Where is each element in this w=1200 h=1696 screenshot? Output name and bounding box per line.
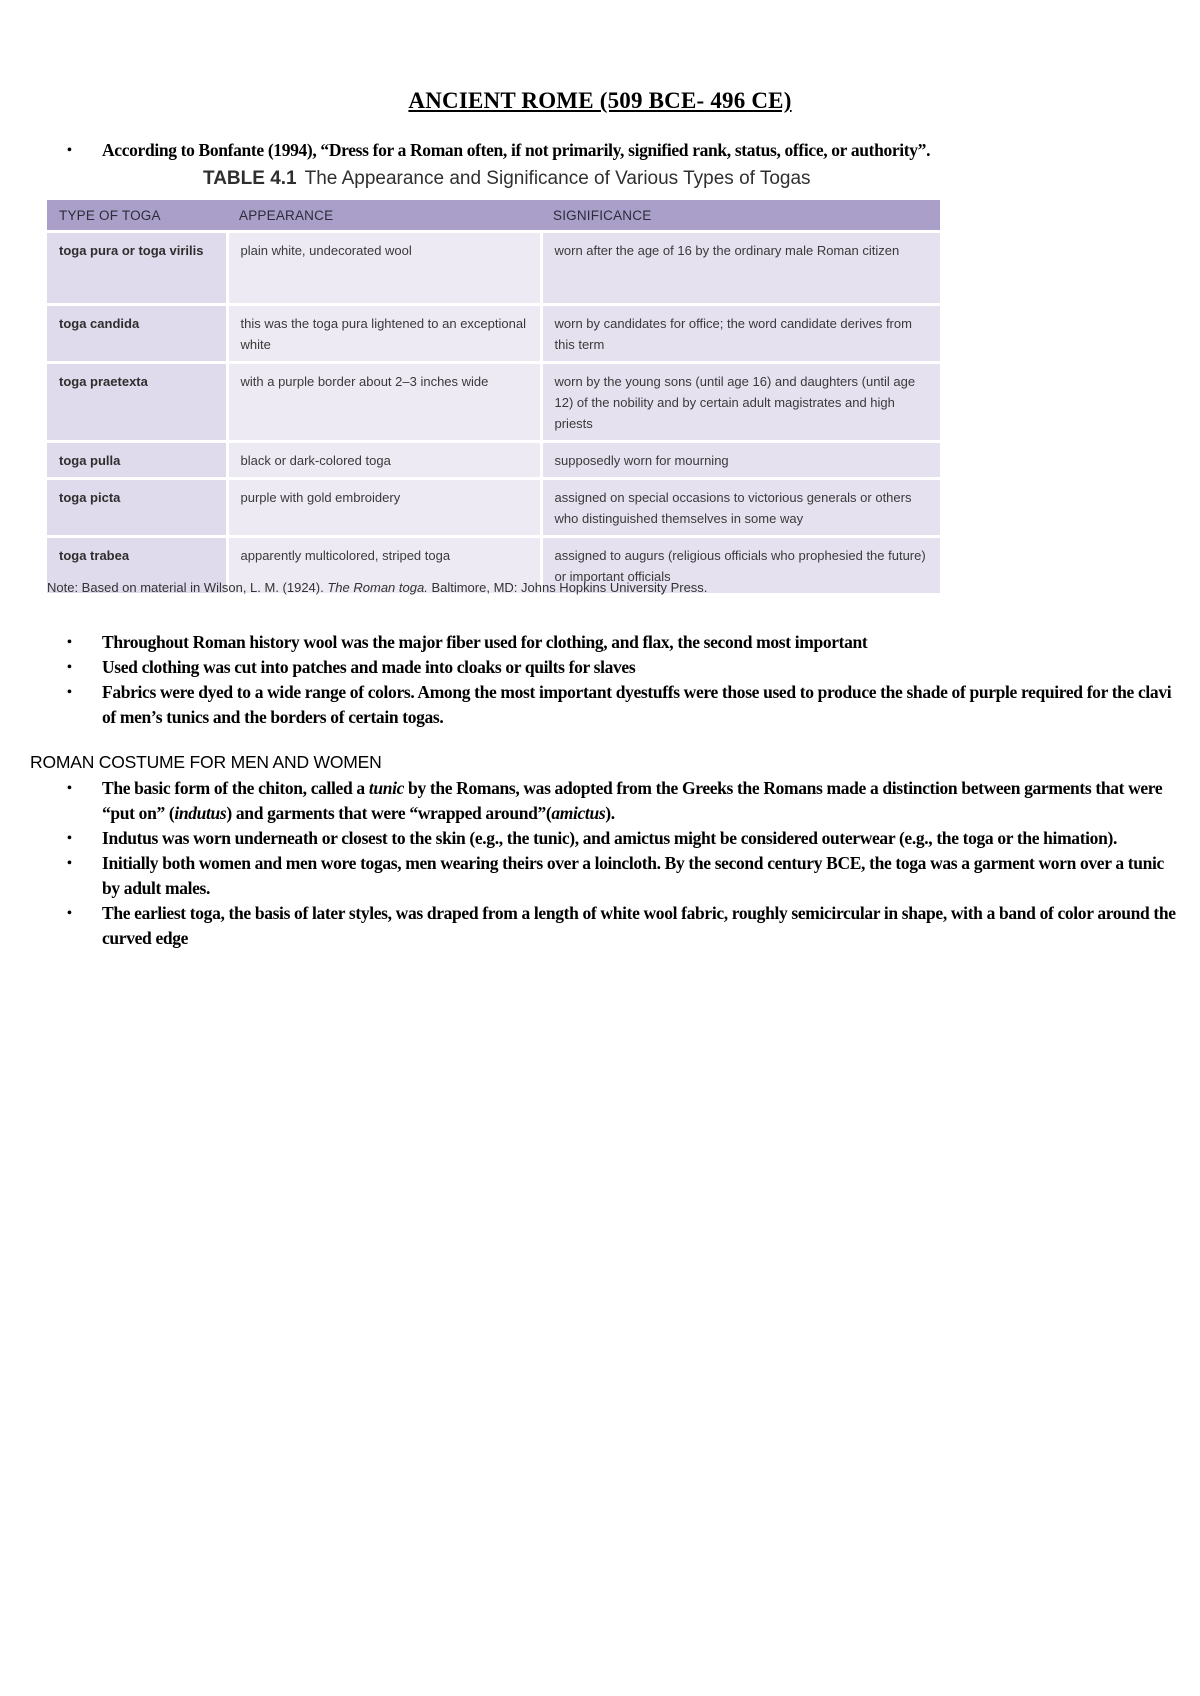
table-row	[47, 232, 940, 305]
bullet-text: The earliest toga, the basis of later styles, was draped from a length of white wool fabric, roughly semicircular in shape, with a band of color around the curved edge	[102, 903, 1176, 948]
page-title: ANCIENT ROME (509 BCE- 496 CE)	[408, 88, 792, 113]
table-cell-appearance: with a purple border about 2–3 inches wide	[227, 363, 541, 442]
table-cell-appearance: plain white, undecorated wool	[227, 232, 541, 305]
bullet-icon: •	[67, 856, 72, 871]
table-cell-significance: worn by candidates for office; the word candidate derives from this term	[541, 305, 940, 363]
bullet-text: According to Bonfante (1994), “Dress for a Roman often, if not primarily, signified rank, status, office, or authority”.	[102, 140, 931, 160]
column-header-significance: SIGNIFICANCE	[541, 200, 940, 232]
column-header-appearance: APPEARANCE	[227, 200, 541, 232]
table-caption-text: The Appearance and Significance of Various Types of Togas	[304, 168, 811, 189]
list-item	[67, 680, 1182, 730]
bullet-icon: •	[67, 906, 72, 921]
table-caption	[203, 168, 903, 190]
bullet-text: Used clothing was cut into patches and made into cloaks or quilts for slaves	[102, 657, 636, 677]
table-cell-appearance: purple with gold embroidery	[227, 479, 541, 537]
bullet-text	[102, 778, 1162, 823]
bullet-icon: •	[67, 781, 72, 796]
bullet-text: Throughout Roman history wool was the major fiber used for clothing, and flax, the second most important	[102, 632, 868, 652]
bullet-icon: •	[67, 831, 72, 846]
list-item	[67, 851, 1182, 901]
table-cell-significance: supposedly worn for mourning	[541, 442, 940, 479]
text-run: ) and garments that were “wrapped around”(	[226, 803, 552, 823]
table-note-suffix: Baltimore, MD: Johns Hopkins University Press.	[431, 580, 708, 595]
table-cell-significance: worn by the young sons (until age 16) and daughters (until age 12) of the nobility and by certain adult magistrates and high priests	[541, 363, 940, 442]
italic-term-tunic: tunic	[368, 778, 405, 798]
table-note-title: The Roman toga.	[327, 580, 428, 595]
table-note-prefix: Note: Based on material in Wilson, L. M. (1924).	[47, 580, 324, 595]
table-cell-appearance: black or dark-colored toga	[227, 442, 541, 479]
table-cell-type: toga pura or toga virilis	[47, 232, 227, 305]
list-item	[67, 630, 1182, 655]
table-cell-type: toga candida	[47, 305, 227, 363]
intro-bullet-list	[67, 138, 1182, 163]
table-cell-appearance: apparently multicolored, striped toga	[227, 537, 541, 594]
table-header-row	[47, 200, 940, 232]
bullet-icon: •	[67, 685, 72, 700]
table-row	[47, 442, 940, 479]
text-run: by the Romans, was adopted from the Greeks the Romans made a distinction between garments that were “put on” (	[102, 778, 1163, 823]
table-row	[47, 305, 940, 363]
costume-bullet-list	[67, 776, 1182, 951]
table-cell-appearance: this was the toga pura lightened to an exceptional white	[227, 305, 541, 363]
table-cell-significance: assigned to augurs (religious officials who prophesied the future) or important officials	[541, 537, 940, 594]
table-note	[47, 580, 947, 595]
bullet-icon: •	[67, 143, 72, 158]
text-run: ).	[605, 803, 615, 823]
column-header-type: TYPE OF TOGA	[47, 200, 227, 232]
table-cell-significance: worn after the age of 16 by the ordinary male Roman citizen	[541, 232, 940, 305]
list-item	[67, 655, 1182, 680]
section-heading: ROMAN COSTUME FOR MEN AND WOMEN	[30, 752, 382, 772]
table-row	[47, 479, 940, 537]
table-caption-number: TABLE 4.1	[203, 168, 297, 189]
list-item	[67, 901, 1182, 951]
bullet-text: Indutus was worn underneath or closest to the skin (e.g., the tunic), and amictus might be considered outerwear (e.g., the toga or the himation).	[102, 828, 1117, 848]
bullet-icon: •	[67, 635, 72, 650]
bullet-icon: •	[67, 660, 72, 675]
italic-term-amictus: amictus	[551, 803, 606, 823]
table-cell-significance: assigned on special occasions to victorious generals or others who distinguished themselves in some way	[541, 479, 940, 537]
toga-table	[47, 200, 940, 593]
fabric-bullet-list	[67, 630, 1182, 730]
italic-term-indutus: indutus	[174, 803, 227, 823]
list-item	[67, 826, 1182, 851]
bullet-text: Initially both women and men wore togas, men wearing theirs over a loincloth. By the second century BCE, the toga was a garment worn over a tunic by adult males.	[102, 853, 1164, 898]
table-cell-type: toga pulla	[47, 442, 227, 479]
table-row	[47, 363, 940, 442]
table-cell-type: toga trabea	[47, 537, 227, 594]
list-item	[67, 138, 1182, 163]
table-cell-type: toga picta	[47, 479, 227, 537]
bullet-text: Fabrics were dyed to a wide range of colors. Among the most important dyestuffs were those used to produce the shade of purple required for the clavi of men’s tunics and the borders of certain togas.	[102, 682, 1172, 727]
table-cell-type: toga praetexta	[47, 363, 227, 442]
text-run: The basic form of the chiton, called a	[102, 778, 369, 798]
list-item	[67, 776, 1182, 826]
